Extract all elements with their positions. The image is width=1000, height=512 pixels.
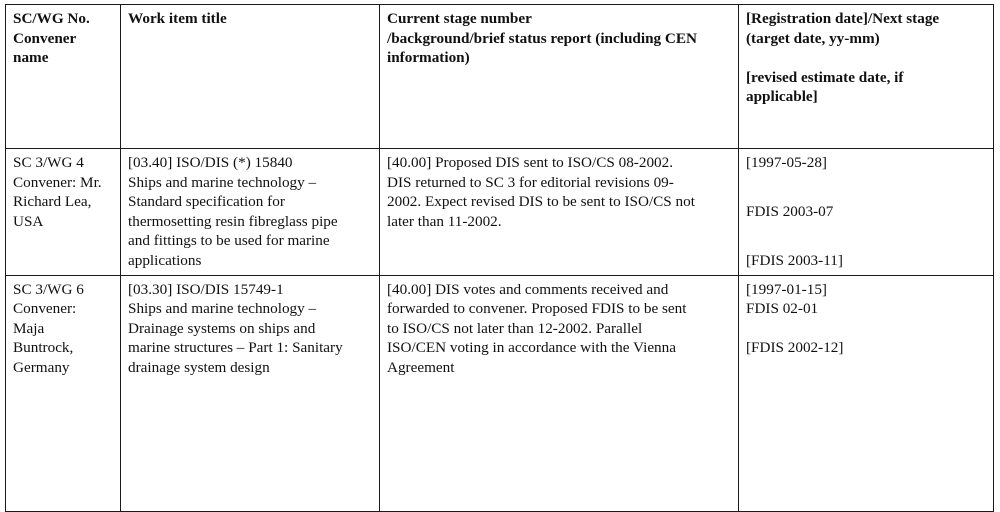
header-sc-wg-convener: SC/WG No. Convener name	[6, 5, 121, 149]
dates-cell	[739, 275, 994, 511]
registration-date: [1997-01-15]	[746, 280, 827, 298]
header-work-item-title: Work item title	[121, 5, 380, 149]
header-registration-date: [Registration date]/Next stage (target date, yy-mm) [revised estimate date, if applicable]	[739, 5, 994, 149]
next-stage-date: FDIS 02-01	[746, 300, 819, 317]
table-header-row	[6, 5, 994, 149]
dates-cell	[739, 149, 994, 276]
registration-date: [1997-05-28]	[746, 154, 827, 171]
revised-estimate-date: [FDIS 2002-12]	[746, 339, 844, 356]
table-row	[6, 149, 994, 276]
work-programme-table	[5, 4, 994, 512]
next-stage-date: FDIS 2003-07	[746, 203, 834, 220]
work-item-title-cell: [03.40] ISO/DIS (*) 15840 Ships and marine technology – Standard specification for thermosetting resin fibreglass pipe and fittings to be used for marine applications	[121, 149, 380, 276]
status-report-cell: [40.00] Proposed DIS sent to ISO/CS 08-2002. DIS returned to SC 3 for editorial revisions 09- 2002. Expect revised DIS to be sent to ISO/CS not later than 11-2002.	[380, 149, 739, 276]
header-current-stage: Current stage number /background/brief status report (including CEN information)	[380, 5, 739, 149]
table-row	[6, 275, 994, 511]
wg-convener-cell: SC 3/WG 6 Convener: Maja Buntrock, Germany	[6, 275, 121, 511]
status-report-cell: [40.00] DIS votes and comments received and forwarded to convener. Proposed FDIS to be sent to ISO/CS not later than 12-2002. Parallel ISO/CEN voting in accordance with the Vienna Agreement	[380, 275, 739, 511]
wg-convener-cell: SC 3/WG 4 Convener: Mr. Richard Lea, USA	[6, 149, 121, 276]
revised-estimate-date: [FDIS 2003-11]	[746, 252, 843, 269]
work-item-title-cell: [03.30] ISO/DIS 15749-1 Ships and marine technology – Drainage systems on ships and marine structures – Part 1: Sanitary drainage system design	[121, 275, 380, 511]
